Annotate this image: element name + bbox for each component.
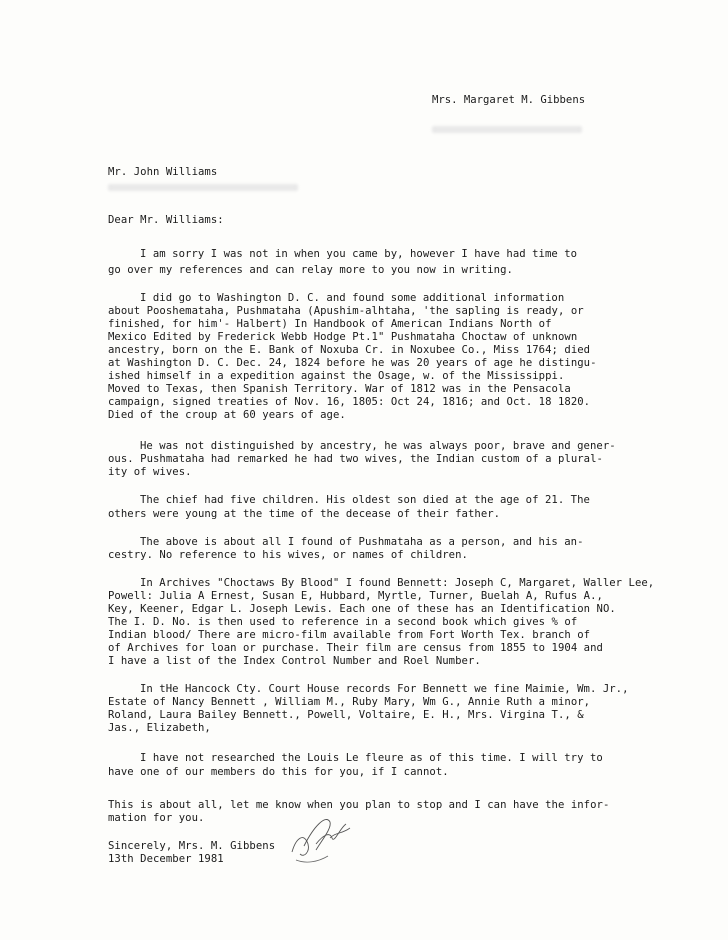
redacted-recipient-address [108, 184, 298, 191]
body-line: Died of the croup at 60 years of age. [108, 409, 346, 421]
body-line: ancestry, born on the E. Bank of Noxuba Cr. in Noxubee Co., Miss 1764; died [108, 344, 591, 356]
recipient-name: Mr. John Williams [108, 166, 218, 178]
body-line: Estate of Nancy Bennett , William M., Ruby Mary, Wm G., Annie Ruth a minor, [108, 696, 591, 708]
body-line: campaign, signed treaties of Nov. 16, 1805: Oct 24, 1816; and Oct. 18 1820. [108, 396, 591, 408]
handwritten-signature [286, 808, 358, 870]
body-line: This is about all, let me know when you plan to stop and I can have the infor- [108, 799, 610, 811]
body-line: ous. Pushmataha had remarked he had two wives, the Indian custom of a plural- [108, 453, 603, 465]
sender-name: Mrs. Margaret M. Gibbens [432, 94, 586, 106]
body-line: Powell: Julia A Ernest, Susan E, Hubbard, Myrtle, Turner, Buelah A, Rufus A., [108, 590, 603, 602]
body-line: cestry. No reference to his wives, or names of children. [108, 549, 468, 561]
body-line: I did go to Washington D. C. and found some additional information [140, 292, 565, 304]
closing-signoff: Sincerely, Mrs. M. Gibbens [108, 840, 276, 852]
body-line: Roland, Laura Bailey Bennett., Powell, Voltaire, E. H., Mrs. Virgina T., & [108, 709, 584, 721]
redacted-sender-address [432, 126, 582, 133]
body-line: The I. D. No. is then used to reference in a second book which gives % of [108, 616, 578, 628]
body-line: go over my references and can relay more to you now in writing. [108, 264, 513, 276]
body-line: about Pooshemataha, Pushmataha (Apushim-alhtaha, 'the sapling is ready, or [108, 305, 584, 317]
body-line: Moved to Texas, then Spanish Territory. War of 1812 was in the Pensacola [108, 383, 571, 395]
body-line: He was not distinguished by ancestry, he was always poor, brave and gener- [140, 440, 616, 452]
body-line: I have not researched the Louis Le fleure as of this time. I will try to [140, 752, 603, 764]
body-line: ished himself in a expedition against the Osage, w. of the Mississippi. [108, 370, 565, 382]
body-line: have one of our members do this for you, if I cannot. [108, 766, 449, 778]
salutation: Dear Mr. Williams: [108, 214, 224, 226]
body-line: Jas., Elizabeth, [108, 722, 211, 734]
body-line: Mexico Edited by Frederick Webb Hodge Pt.1" Pushmataha Choctaw of unknown [108, 331, 578, 343]
body-line: The chief had five children. His oldest son died at the age of 21. The [140, 494, 590, 506]
body-line: others were young at the time of the decease of their father. [108, 508, 501, 520]
body-line: of Archives for loan or purchase. Their film are census from 1855 to 1904 and [108, 642, 603, 654]
body-line: I am sorry I was not in when you came by, however I have had time to [140, 248, 578, 260]
body-line: mation for you. [108, 812, 205, 824]
body-line: I have a list of the Index Control Number and Roel Number. [108, 655, 481, 667]
body-line: The above is about all I found of Pushmataha as a person, and his an- [140, 536, 584, 548]
body-line: finished, for him'- Halbert) In Handbook of American Indians North of [108, 318, 552, 330]
body-line: Key, Keener, Edgar L. Joseph Lewis. Each one of these has an Identification NO. [108, 603, 616, 615]
body-line: at Washington D. C. Dec. 24, 1824 before he was 20 years of age he distingu- [108, 357, 597, 369]
body-line: In tHe Hancock Cty. Court House records For Bennett we fine Maimie, Wm. Jr., [140, 683, 629, 695]
letter-date: 13th December 1981 [108, 853, 224, 865]
body-line: Indian blood/ There are micro-film available from Fort Worth Tex. branch of [108, 629, 591, 641]
body-line: ity of wives. [108, 466, 192, 478]
body-line: In Archives "Choctaws By Blood" I found Bennett: Joseph C, Margaret, Waller Lee, [140, 577, 655, 589]
